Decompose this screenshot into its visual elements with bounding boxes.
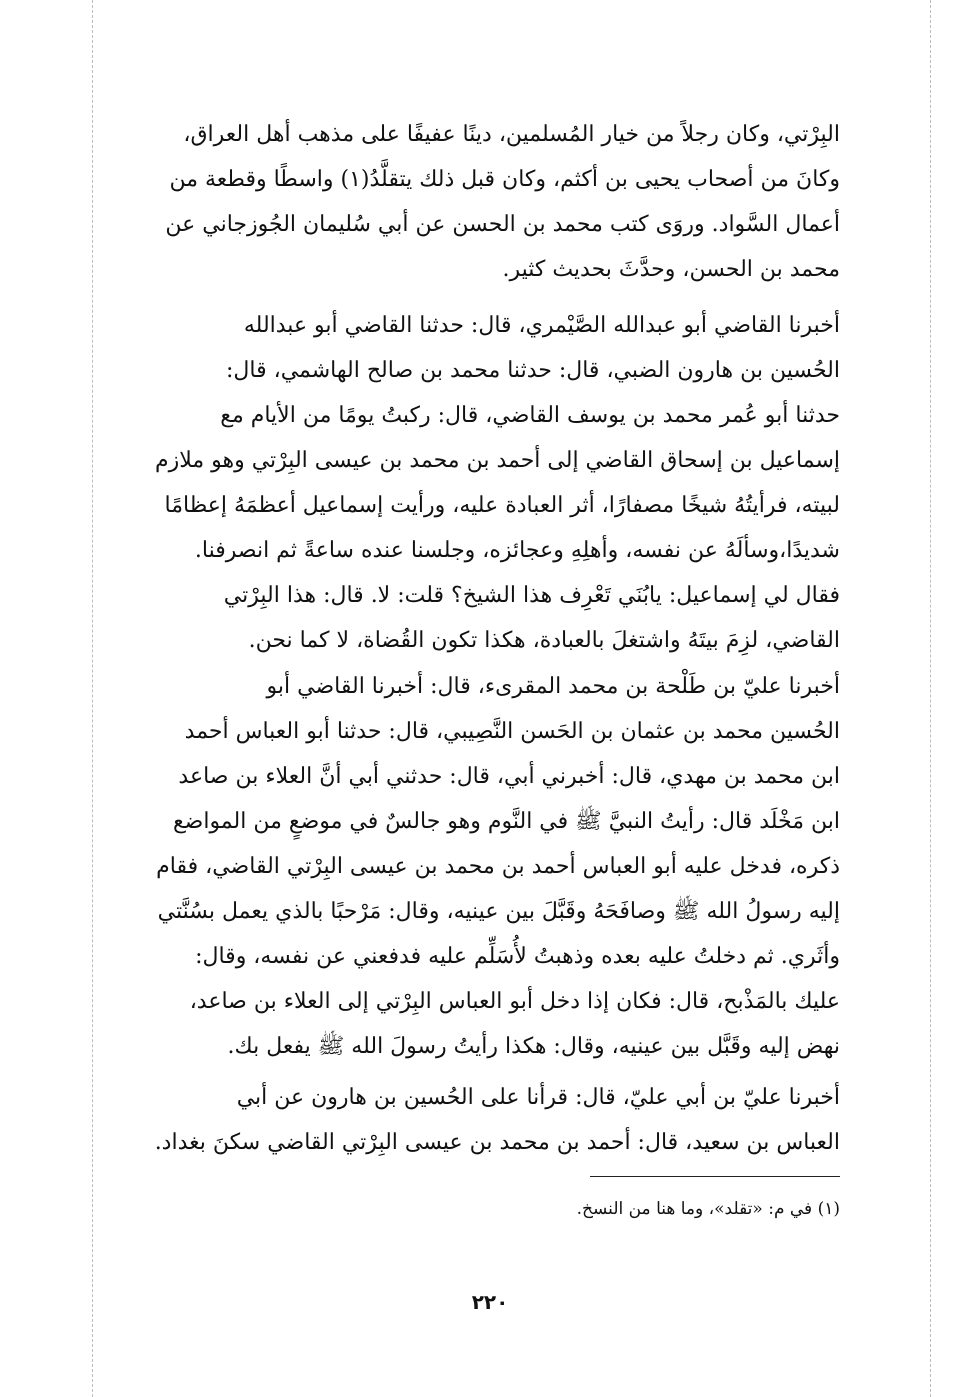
text-line: أخبرنا عليّ بن أبي عليّ، قال: قرأنا على الحُسين بن هارون عن أبي [236, 1085, 840, 1110]
text-line: القاضي، لزِمَ بيتَهُ واشتغلَ بالعبادة، هكذا تكون القُضاة، لا كما نحن. [248, 628, 840, 653]
paragraph-1 [140, 112, 840, 292]
text-line: نهض إليه وقَبَّل بين عينيه، وقال: هكذا رأيتُ رسولَ الله ﷺ يفعل بك. [227, 1034, 840, 1059]
text-line: عليك بالمَذْبح، قال: فكان إذا دخل أبو العباس البِرْتي إلى العلاء بن صاعد، [189, 989, 840, 1014]
text-line: فقال لي إسماعيل: يابُنَي تَعْرِف هذا الشيخ؟ قلت: لا. قال: هذا البِرْتي [223, 583, 840, 608]
text-line: العباس بن سعيد، قال: أحمد بن محمد بن عيسى البِرْتي القاضي سكنَ بغداد. [154, 1130, 840, 1155]
text-line: وأثَري. ثم دخلتُ عليه بعده وذهبتُ لأُسَلِّم عليه فدفعني عن نفسه، وقال: [195, 944, 840, 969]
text-line: أخبرنا القاضي أبو عبدالله الصَّيْمري، قال: حدثنا القاضي أبو عبدالله [243, 313, 840, 338]
text-line: ابن محمد بن مهدي، قال: أخبرني أبي، قال: حدثني أبي أنَّ العلاء بن صاعد [178, 764, 840, 789]
text-line: أخبرنا عليّ بن طَلْحة بن محمد المقرىء، قال: أخبرنا القاضي أبو [266, 674, 840, 699]
text-line: محمد بن الحسن، وحدَّثَ بحديث كثير. [502, 257, 840, 282]
scan-margin-line-right [930, 0, 931, 1397]
paragraph-4 [140, 1075, 840, 1165]
text-line: البِرْتي، وكان رجلاً من خيار المُسلمين، دينًا عفيفًا على مذهب أهل العراق، [183, 122, 840, 147]
text-line: لبيته، فرأيتُهُ شيخًا مصفارًا، أثر العبادة عليه، ورأيت إسماعيل أعظمَهُ إعظامًا [164, 493, 840, 518]
text-line: شديدًا،وسألَهُ عن نفسه، وأهلِهِ وعجائزه، وجلسنا عنده ساعةً ثم انصرفنا. [194, 538, 840, 563]
text-line: إليه رسولُ الله ﷺ وصافَحَهُ وقَبَّلَ بين عينيه، وقال: مَرْحبًا بالذي يعمل بسُنَّتي [157, 899, 840, 924]
text-line: ذكره، فدخل عليه أبو العباس أحمد بن محمد بن عيسى البِرْتي القاضي، فقام [156, 854, 840, 879]
paragraph-3 [140, 664, 840, 1069]
text-line: ابن مَخْلَد قال: رأيتُ النبيَّ ﷺ في النَّوم وهو جالسٌ في موضعٍ من المواضع [172, 809, 840, 834]
text-line: حدثنا أبو عُمر محمد بن يوسف القاضي، قال: ركبتُ يومًا من الأيام مع [220, 403, 840, 428]
footnote: (١) في م: «تقلد»، وما هنا من النسخ. [576, 1199, 840, 1219]
text-line: إسماعيل بن إسحاق القاضي إلى أحمد بن محمد بن عيسى البِرْتي وهو ملازم [154, 448, 840, 473]
footnote-separator [590, 1176, 840, 1177]
scan-margin-line-left [92, 0, 93, 1397]
text-line: الحُسين بن هارون الضبي، قال: حدثنا محمد بن صالح الهاشمي، قال: [225, 358, 840, 383]
page-number: ٢٢٠ [471, 1290, 509, 1314]
text-line: وكانَ من أصحاب يحيى بن أكثم، وكان قبل ذلك يتقلَّدُ(١) واسطًا وقطعة من [169, 167, 840, 192]
text-line: أعمال السَّواد. وروَى كتب محمد بن الحسن عن أبي سُليمان الجُوزجاني عن [165, 212, 840, 237]
text-line: الحُسين محمد بن عثمان بن الحَسن النَّصِيبي، قال: حدثنا أبو العباس أحمد [184, 719, 840, 744]
paragraph-2 [140, 303, 840, 663]
